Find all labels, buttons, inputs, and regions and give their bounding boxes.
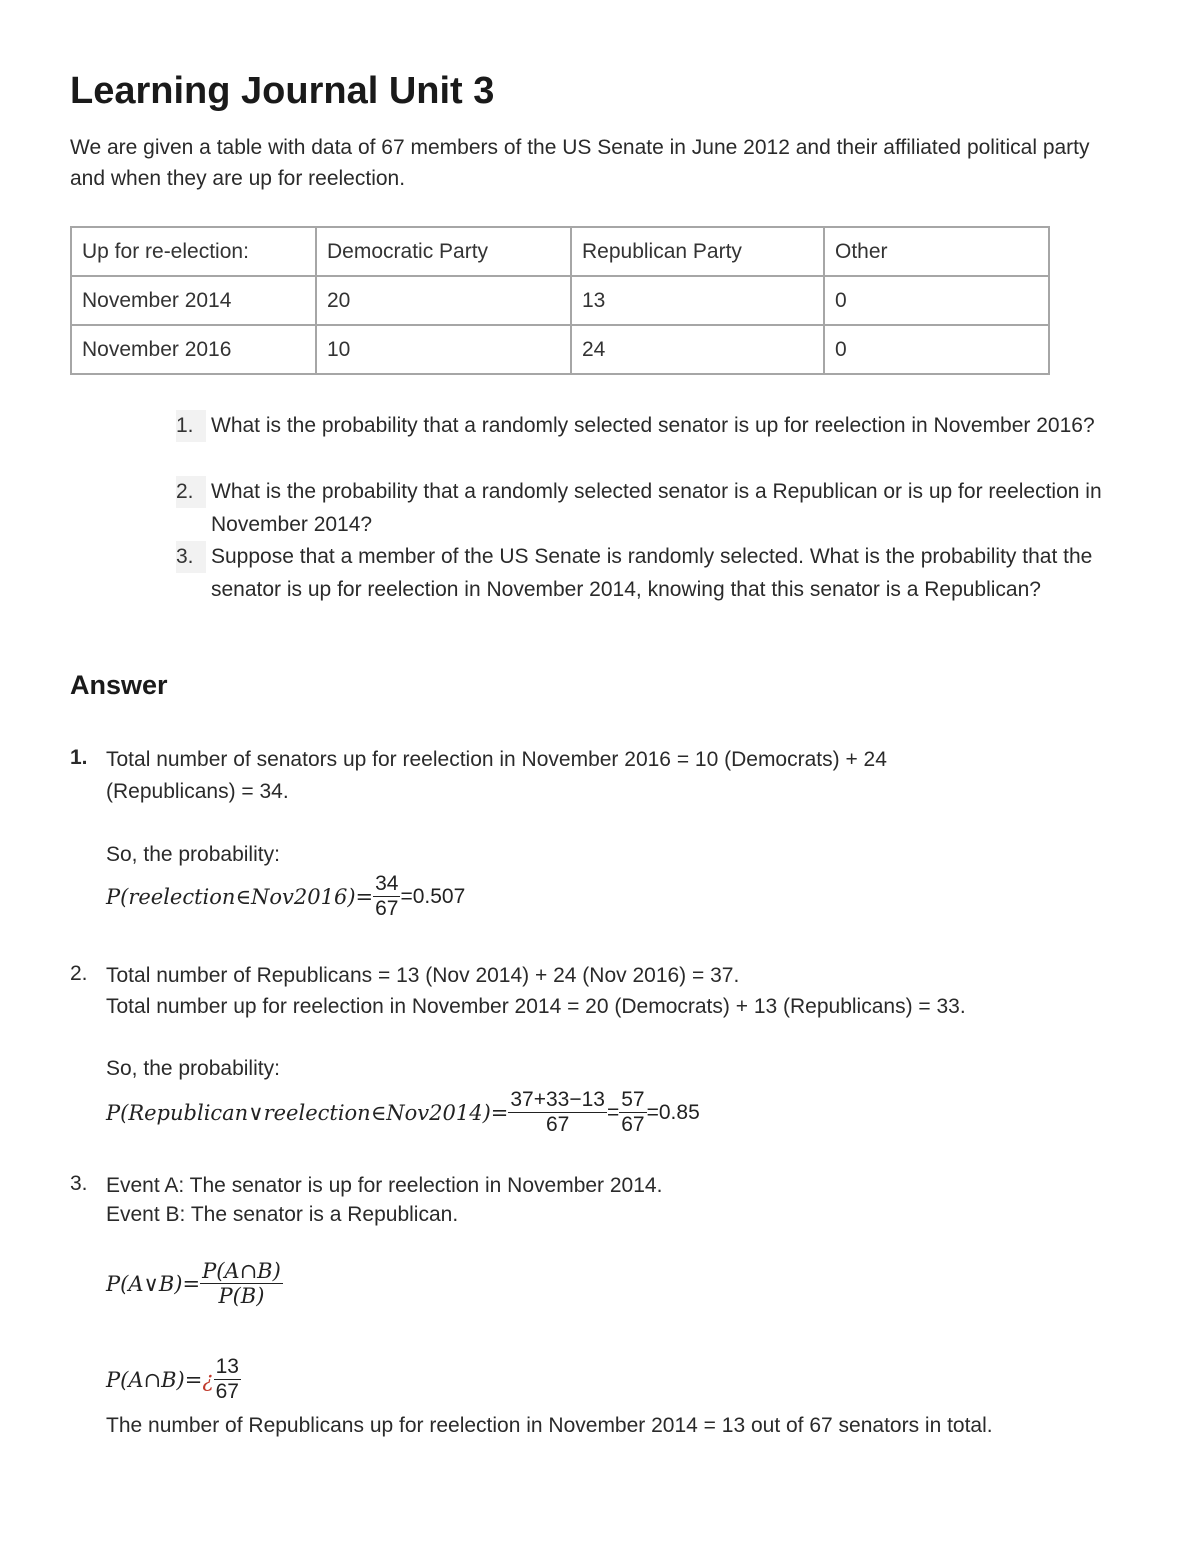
fraction-denominator: 67 xyxy=(546,1113,570,1136)
formula-left: P(A∩B)= xyxy=(106,1367,203,1392)
table-header-cell: Other xyxy=(824,227,1049,276)
table-header-row xyxy=(71,227,1049,276)
fraction-denominator: 67 xyxy=(215,1380,239,1403)
equals-sign: = xyxy=(606,1100,620,1124)
table-cell: 0 xyxy=(824,276,1049,325)
answer-text: Total number of senators up for reelection in November 2016 = 10 (Democrats) + 24 (Republicans) = 34. xyxy=(106,748,887,803)
answer-closing-line: The number of Republicans up for reelection in November 2014 = 13 out of 67 senators in total. xyxy=(106,1414,993,1437)
error-mark: ¿ xyxy=(202,1367,214,1392)
formula-left: P(A∨B)= xyxy=(106,1271,201,1296)
formula-answer-2 xyxy=(106,1088,700,1137)
table-cell: 0 xyxy=(824,325,1049,374)
fraction xyxy=(619,1088,646,1137)
table-row xyxy=(71,325,1049,374)
question-text: What is the probability that a randomly selected senator is up for reelection in November 2016? xyxy=(211,414,1095,437)
intro-paragraph: We are given a table with data of 67 members of the US Senate in June 2012 and their affiliated political party and when they are up for reelection. xyxy=(70,136,1090,190)
table-cell: November 2016 xyxy=(71,325,316,374)
fraction-numerator: 13 xyxy=(215,1355,239,1378)
fraction xyxy=(508,1088,607,1137)
fraction-denominator: 67 xyxy=(375,897,399,920)
table-cell: November 2014 xyxy=(71,276,316,325)
question-number: 1. xyxy=(176,410,206,442)
formula-conditional xyxy=(106,1259,283,1308)
answer-number: 3. xyxy=(70,1172,88,1195)
answer-heading: Answer xyxy=(70,670,168,700)
answer-line: Total number up for reelection in November 2014 = 20 (Democrats) + 13 (Republicans) = 33. xyxy=(106,995,966,1018)
table-cell: 20 xyxy=(316,276,571,325)
answer-so-text: So, the probability: xyxy=(106,1057,280,1080)
fraction-denominator: P(B) xyxy=(218,1284,265,1308)
fraction-numerator: 34 xyxy=(375,872,399,895)
senate-data-table xyxy=(70,226,1050,375)
formula-right: =0.85 xyxy=(646,1100,700,1124)
answer-line: Total number of Republicans = 13 (Nov 2014) + 24 (Nov 2016) = 37. xyxy=(106,964,740,987)
table-row xyxy=(71,276,1049,325)
table-header-cell: Up for re-election: xyxy=(71,227,316,276)
question-number: 3. xyxy=(176,541,206,573)
answer-number: 2. xyxy=(70,962,88,985)
fraction xyxy=(200,1259,283,1308)
answer-line: Event B: The senator is a Republican. xyxy=(106,1203,459,1226)
answer-line: Event A: The senator is up for reelection in November 2014. xyxy=(106,1174,663,1197)
formula-left: P(Republican∨reelection∈Nov2014)= xyxy=(106,1100,509,1125)
fraction-numerator: P(A∩B) xyxy=(202,1259,281,1283)
fraction-denominator: 67 xyxy=(621,1113,645,1136)
question-text: What is the probability that a randomly selected senator is a Republican or is up for reelection in November 2014? xyxy=(211,480,1102,536)
fraction xyxy=(373,872,400,921)
table-cell: 24 xyxy=(571,325,824,374)
formula-right: =0.507 xyxy=(400,884,466,908)
question-text: Suppose that a member of the US Senate is randomly selected. What is the probability that the senator is up for reelection in November 2014, knowing that this senator is a Republican? xyxy=(211,545,1093,601)
fraction xyxy=(214,1355,241,1404)
table-cell: 10 xyxy=(316,325,571,374)
fraction-numerator: 37+33−13 xyxy=(510,1088,605,1111)
question-number: 2. xyxy=(176,476,206,508)
fraction-numerator: 57 xyxy=(621,1088,645,1111)
table-header-cell: Democratic Party xyxy=(316,227,571,276)
page-title: Learning Journal Unit 3 xyxy=(70,70,495,112)
table-header-cell: Republican Party xyxy=(571,227,824,276)
formula-intersection xyxy=(106,1355,241,1404)
answer-so-text: So, the probability: xyxy=(106,843,280,866)
formula-left: P(reelection∈Nov2016)= xyxy=(106,884,374,909)
answer-number: 1. xyxy=(70,746,88,769)
table-cell: 13 xyxy=(571,276,824,325)
formula-answer-1 xyxy=(106,872,465,921)
